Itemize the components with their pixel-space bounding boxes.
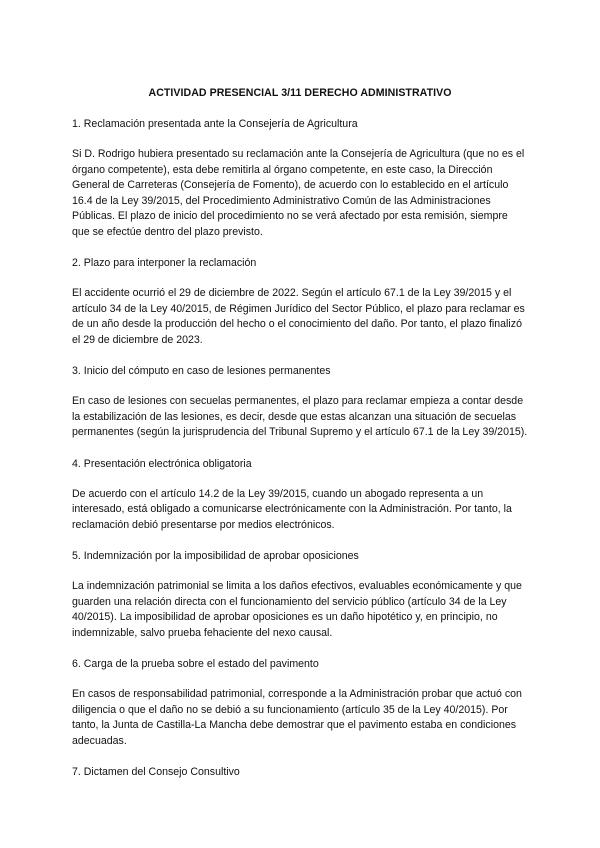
section-2-heading: 2. Plazo para interponer la reclamación xyxy=(72,257,257,269)
section-5-body: La indemnización patrimonial se limita a los daños efectivos, evaluables económicamente y que guarden una relación directa con el funcionamiento del servicio público (artículo 34 de la Ley 40/2015). La imposibilidad de aprobar oposiciones es un daño hipotético y, en principio, no indemnizable, salvo prueba fehaciente del nexo causal. xyxy=(72,580,522,639)
document-title: ACTIVIDAD PRESENCIAL 3/11 DERECHO ADMINISTRATIVO xyxy=(148,87,452,99)
section-1-heading: 1. Reclamación presentada ante la Consejería de Agricultura xyxy=(72,118,358,130)
section-1-body: Si D. Rodrigo hubiera presentado su reclamación ante la Consejería de Agricultura (que no es el órgano competente), esta debe remitirla al órgano competente, en este caso, la Dirección General de Carreteras (Consejería de Fomento), de acuerdo con lo establecido en el artículo 16.4 de la Ley 39/2015, del Procedimiento Administrativo Común de las Administraciones Públicas. El plazo de inicio del procedimiento no se verá afectado por esta remisión, siempre que se efectúe dentro del plazo previsto. xyxy=(72,148,525,238)
section-4-body: De acuerdo con el artículo 14.2 de la Ley 39/2015, cuando un abogado representa a un interesado, está obligado a comunicarse electrónicamente con la Administración. Por tanto, la reclamación debió presentarse por medios electrónicos. xyxy=(72,487,512,531)
section-5-heading: 5. Indemnización por la imposibilidad de aprobar oposiciones xyxy=(72,550,359,562)
section-4-heading: 4. Presentación electrónica obligatoria xyxy=(72,457,252,470)
section-7-heading: 7. Dictamen del Consejo Consultivo xyxy=(72,766,240,778)
section-3-body: En caso de lesiones con secuelas permanentes, el plazo para reclamar empieza a contar desde la estabilización de las lesiones, es decir, desde que estas alcanzan una situación de secuelas permanentes (según la jurisprudencia del Tribunal Supremo y el artículo 67.1 de la Ley 39/2015). xyxy=(72,395,528,438)
section-6-body: En casos de responsabilidad patrimonial, corresponde a la Administración probar que actuó con diligencia o que el daño no se debió a su funcionamiento (artículo 35 de la Ley 40/2015). Por tanto, la Junta de Castilla-La Mancha debe demostrar que el pavimento estaba en condiciones adecuadas. xyxy=(72,688,522,747)
section-6-heading: 6. Carga de la prueba sobre el estado del pavimento xyxy=(72,658,319,670)
section-2-body: El accidente ocurrió el 29 de diciembre de 2022. Según el artículo 67.1 de la Ley 39/2015 y el artículo 34 de la Ley 40/2015, de Régimen Jurídico del Sector Público, el plazo para reclamar es de un año desde la producción del hecho o el conocimiento del daño. Por tanto, el plazo finalizó el 29 de diciembre de 2023. xyxy=(72,287,525,346)
section-3-heading: 3. Inicio del cómputo en caso de lesiones permanentes xyxy=(72,365,331,377)
